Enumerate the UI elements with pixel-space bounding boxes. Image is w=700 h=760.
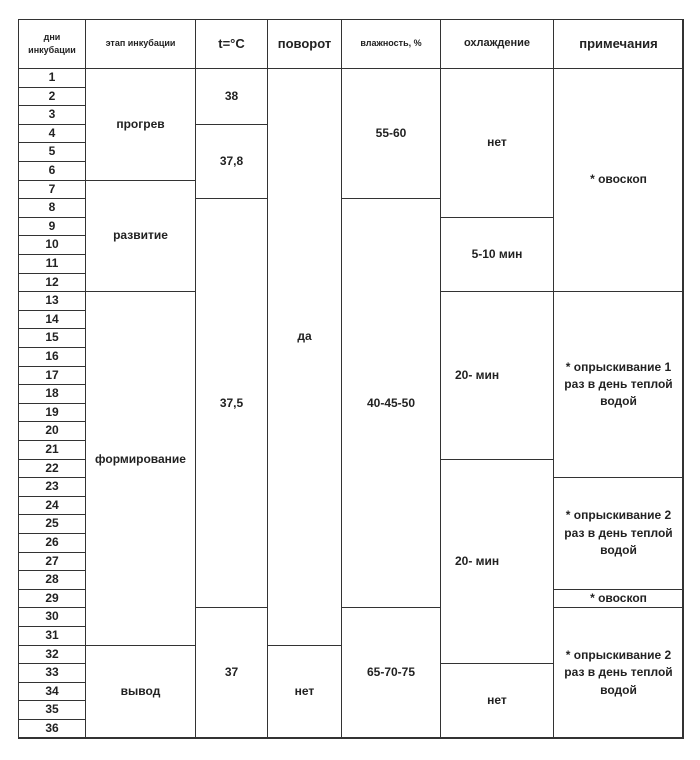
- day-cell-text: 1: [48, 70, 56, 85]
- header-cell: [440, 19, 554, 69]
- temperature-cell: [195, 198, 268, 608]
- day-cell-text: 35: [45, 702, 59, 717]
- header-cell-text: дни инкубации: [28, 31, 76, 55]
- day-cell: [18, 533, 86, 553]
- cooling-cell-text: 5-10 мин: [471, 246, 523, 261]
- day-cell: [18, 626, 86, 646]
- cooling-cell-text: 20- мин: [455, 553, 500, 568]
- day-cell: [18, 124, 86, 144]
- stage-cell-text: вывод: [120, 683, 161, 698]
- notes-cell: [553, 589, 684, 609]
- day-cell: [18, 366, 86, 386]
- day-cell: [18, 440, 86, 460]
- humidity-cell-text: 55-60: [375, 125, 407, 140]
- day-cell-text: 23: [45, 479, 59, 494]
- day-cell-text: 12: [45, 274, 59, 289]
- header-cell: [195, 19, 268, 69]
- day-cell-text: 10: [45, 237, 59, 252]
- day-cell-text: 8: [48, 200, 56, 215]
- day-cell: [18, 589, 86, 609]
- day-cell: [18, 459, 86, 479]
- day-cell-text: 25: [45, 516, 59, 531]
- header-cell: [267, 19, 342, 69]
- cooling-cell-text: 20- мин: [455, 367, 500, 382]
- day-cell: [18, 328, 86, 348]
- day-cell: [18, 310, 86, 330]
- day-cell-text: 17: [45, 367, 59, 382]
- day-cell: [18, 180, 86, 200]
- humidity-cell: [341, 607, 441, 738]
- temperature-cell: [195, 124, 268, 199]
- day-cell: [18, 570, 86, 590]
- day-cell: [18, 719, 86, 739]
- day-cell: [18, 87, 86, 107]
- header-cell: [341, 19, 441, 69]
- cooling-cell-text: нет: [487, 135, 507, 150]
- day-cell: [18, 477, 86, 497]
- stage-cell-text: формирование: [95, 452, 186, 467]
- header-cell: [553, 19, 684, 69]
- day-cell: [18, 384, 86, 404]
- notes-cell-text: * опрыскивание 2 раз в день теплой водой: [564, 508, 673, 558]
- stage-cell-text: развитие: [113, 228, 168, 243]
- header-cell-text: этап инкубации: [105, 38, 176, 49]
- header-cell-text: поворот: [277, 35, 332, 51]
- header-cell: [18, 19, 86, 69]
- cooling-cell: [440, 68, 554, 218]
- day-cell-text: 19: [45, 404, 59, 419]
- temperature-cell: [195, 68, 268, 125]
- day-cell: [18, 645, 86, 665]
- turning-cell: [267, 68, 342, 646]
- cooling-cell-text: нет: [487, 693, 507, 708]
- day-cell-text: 36: [45, 721, 59, 736]
- turning-cell-text: да: [297, 329, 312, 344]
- day-cell-text: 20: [45, 423, 59, 438]
- day-cell: [18, 142, 86, 162]
- day-cell-text: 31: [45, 628, 59, 643]
- day-cell: [18, 663, 86, 683]
- stage-cell: [85, 645, 196, 739]
- notes-cell-text: * овоскоп: [590, 590, 647, 605]
- notes-cell: [553, 607, 684, 738]
- stage-cell-text: прогрев: [116, 116, 165, 131]
- day-cell: [18, 217, 86, 237]
- humidity-cell-text: 65-70-75: [366, 665, 416, 680]
- day-cell: [18, 700, 86, 720]
- day-cell-text: 9: [48, 218, 56, 233]
- day-cell: [18, 496, 86, 516]
- day-cell: [18, 254, 86, 274]
- day-cell-text: 11: [45, 256, 59, 271]
- day-cell-text: 26: [45, 535, 59, 550]
- day-cell-text: 15: [45, 330, 59, 345]
- day-cell-text: 13: [45, 293, 59, 308]
- day-cell-text: 22: [45, 460, 59, 475]
- humidity-cell-text: 40-45-50: [366, 395, 416, 410]
- day-cell-text: 7: [48, 181, 56, 196]
- header-cell-text: примечания: [579, 35, 658, 51]
- day-cell: [18, 347, 86, 367]
- day-cell: [18, 682, 86, 702]
- day-cell: [18, 198, 86, 218]
- notes-cell: [553, 477, 684, 590]
- notes-cell: [553, 291, 684, 478]
- notes-cell-text: * овоскоп: [590, 172, 647, 187]
- header-cell-text: t=°C: [218, 35, 245, 51]
- humidity-cell: [341, 198, 441, 608]
- header-cell-text: влажность, %: [360, 38, 422, 49]
- day-cell-text: 18: [45, 386, 59, 401]
- incubation-table: [18, 19, 683, 738]
- day-cell: [18, 68, 86, 88]
- temperature-cell: [195, 607, 268, 738]
- day-cell: [18, 291, 86, 311]
- day-cell: [18, 273, 86, 293]
- stage-cell: [85, 180, 196, 293]
- day-cell-text: 33: [45, 665, 59, 680]
- day-cell: [18, 421, 86, 441]
- day-cell: [18, 552, 86, 572]
- header-cell: [85, 19, 196, 69]
- day-cell-text: 30: [45, 609, 59, 624]
- day-cell-text: 5: [48, 144, 56, 159]
- day-cell-text: 28: [45, 572, 59, 587]
- day-cell-text: 4: [48, 125, 56, 140]
- day-cell-text: 14: [45, 311, 59, 326]
- day-cell-text: 16: [45, 349, 59, 364]
- cooling-cell: [440, 459, 554, 665]
- header-cell-text: охлаждение: [463, 37, 531, 50]
- day-cell-text: 34: [45, 683, 59, 698]
- turning-cell-text: нет: [294, 683, 315, 698]
- day-cell-text: 32: [45, 646, 59, 661]
- day-cell: [18, 514, 86, 534]
- day-cell-text: 24: [45, 497, 59, 512]
- day-cell-text: 27: [45, 553, 59, 568]
- temperature-cell-text: 37,5: [219, 395, 244, 410]
- day-cell: [18, 235, 86, 255]
- day-cell-text: 21: [45, 442, 59, 457]
- day-cell: [18, 161, 86, 181]
- cooling-cell: [440, 663, 554, 738]
- day-cell: [18, 105, 86, 125]
- stage-cell: [85, 291, 196, 645]
- humidity-cell: [341, 68, 441, 199]
- day-cell: [18, 403, 86, 423]
- notes-cell-text: * опрыскивание 2 раз в день теплой водой: [564, 647, 673, 697]
- notes-cell-text: * опрыскивание 1 раз в день теплой водой: [564, 359, 673, 409]
- temperature-cell-text: 37: [224, 665, 239, 680]
- day-cell-text: 2: [48, 88, 56, 103]
- cooling-cell: [440, 291, 554, 459]
- turning-cell: [267, 645, 342, 739]
- notes-cell: [553, 68, 684, 292]
- day-cell-text: 3: [48, 107, 56, 122]
- day-cell-text: 6: [48, 163, 56, 178]
- cooling-cell: [440, 217, 554, 292]
- stage-cell: [85, 68, 196, 181]
- day-cell: [18, 607, 86, 627]
- temperature-cell-text: 37,8: [219, 153, 244, 168]
- temperature-cell-text: 38: [224, 88, 239, 103]
- day-cell-text: 29: [45, 590, 59, 605]
